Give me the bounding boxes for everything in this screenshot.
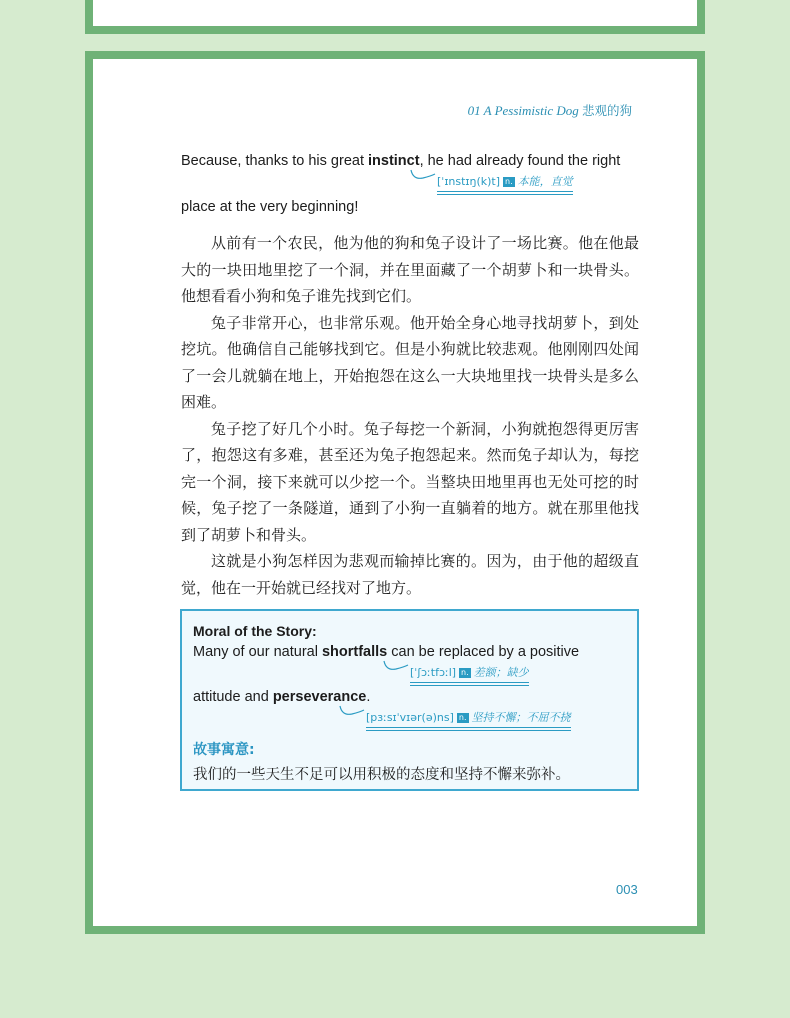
keyword-perseverance: perseverance xyxy=(272,689,367,705)
moral-title: Moral of the Story: xyxy=(193,623,317,639)
paragraph-3: 兔子挖了好几个小时。兔子每挖一个新洞，小狗就抱怨得更厉害了，抱怨这有多难，甚至还为兔子抱怨起来。然而兔子却认为，每挖完一个洞，接下来就可以少挖一个。当整块田地里再也无处可挖的时候，兔子挖了一条隧道，通到了小狗一直躺着的地方。就在那里他找到了胡萝卜和骨头。 xyxy=(181,419,639,544)
previous-page-frame xyxy=(85,0,705,34)
header-en: 01 A Pessimistic Dog xyxy=(467,103,579,118)
annotation-perseverance: [pɜːsɪˈvɪər(ə)ns] n. 坚持不懈；不屈不挠 xyxy=(366,709,571,725)
keyword-shortfalls: shortfalls xyxy=(321,644,388,660)
paragraph-4: 这就是小狗怎样因为悲观而输掉比赛的。因为，由于他的超级直觉，他在一开始就已经找对了地方。 xyxy=(181,552,639,597)
keyword-instinct: instinct xyxy=(368,153,420,169)
moral-cn-text: 我们的一些天生不足可以用积极的态度和坚持不懈来弥补。 xyxy=(193,767,570,783)
annotation-curl-icon xyxy=(409,168,437,182)
annotation-curl-icon xyxy=(338,704,366,718)
book-page xyxy=(85,51,705,934)
moral-line1: Many of our natural shortfalls can be replaced by a positive xyxy=(193,644,580,660)
english-sentence-line1: Because, thanks to his great instinct, he had already found the right xyxy=(181,153,621,169)
english-sentence-line2: place at the very beginning! xyxy=(181,199,359,215)
annotation-instinct: [ˈɪnstɪŋ(k)t] n. 本能，直觉 xyxy=(437,173,573,189)
annotation-shortfalls: [ˈʃɔːtfɔːl] n. 差额；缺少 xyxy=(410,664,529,680)
moral-cn-title: 故事寓意: xyxy=(193,742,255,758)
annotation-curl-icon xyxy=(382,659,410,673)
header-zh: 悲观的狗 xyxy=(581,103,632,118)
page-number: 003 xyxy=(616,882,638,897)
moral-line2: attitude and perseverance. xyxy=(193,689,371,705)
paragraph-1: 从前有一个农民，他为他的狗和兔子设计了一场比赛。他在他最大的一块田地里挖了一个洞，并在里面藏了一个胡萝卜和一块骨头。他想看看小狗和兔子谁先找到它们。 xyxy=(181,234,639,305)
paragraph-2: 兔子非常开心，也非常乐观。他开始全身心地寻找胡萝卜，到处挖坑。他确信自己能够找到它。但是小狗就比较悲观。他刚刚四处闻了一会儿就躺在地上，开始抱怨在这么一大块地里找一块骨头是多么困难。 xyxy=(181,313,639,411)
running-header xyxy=(468,101,632,119)
chinese-story xyxy=(181,230,639,601)
moral-box xyxy=(180,609,639,791)
